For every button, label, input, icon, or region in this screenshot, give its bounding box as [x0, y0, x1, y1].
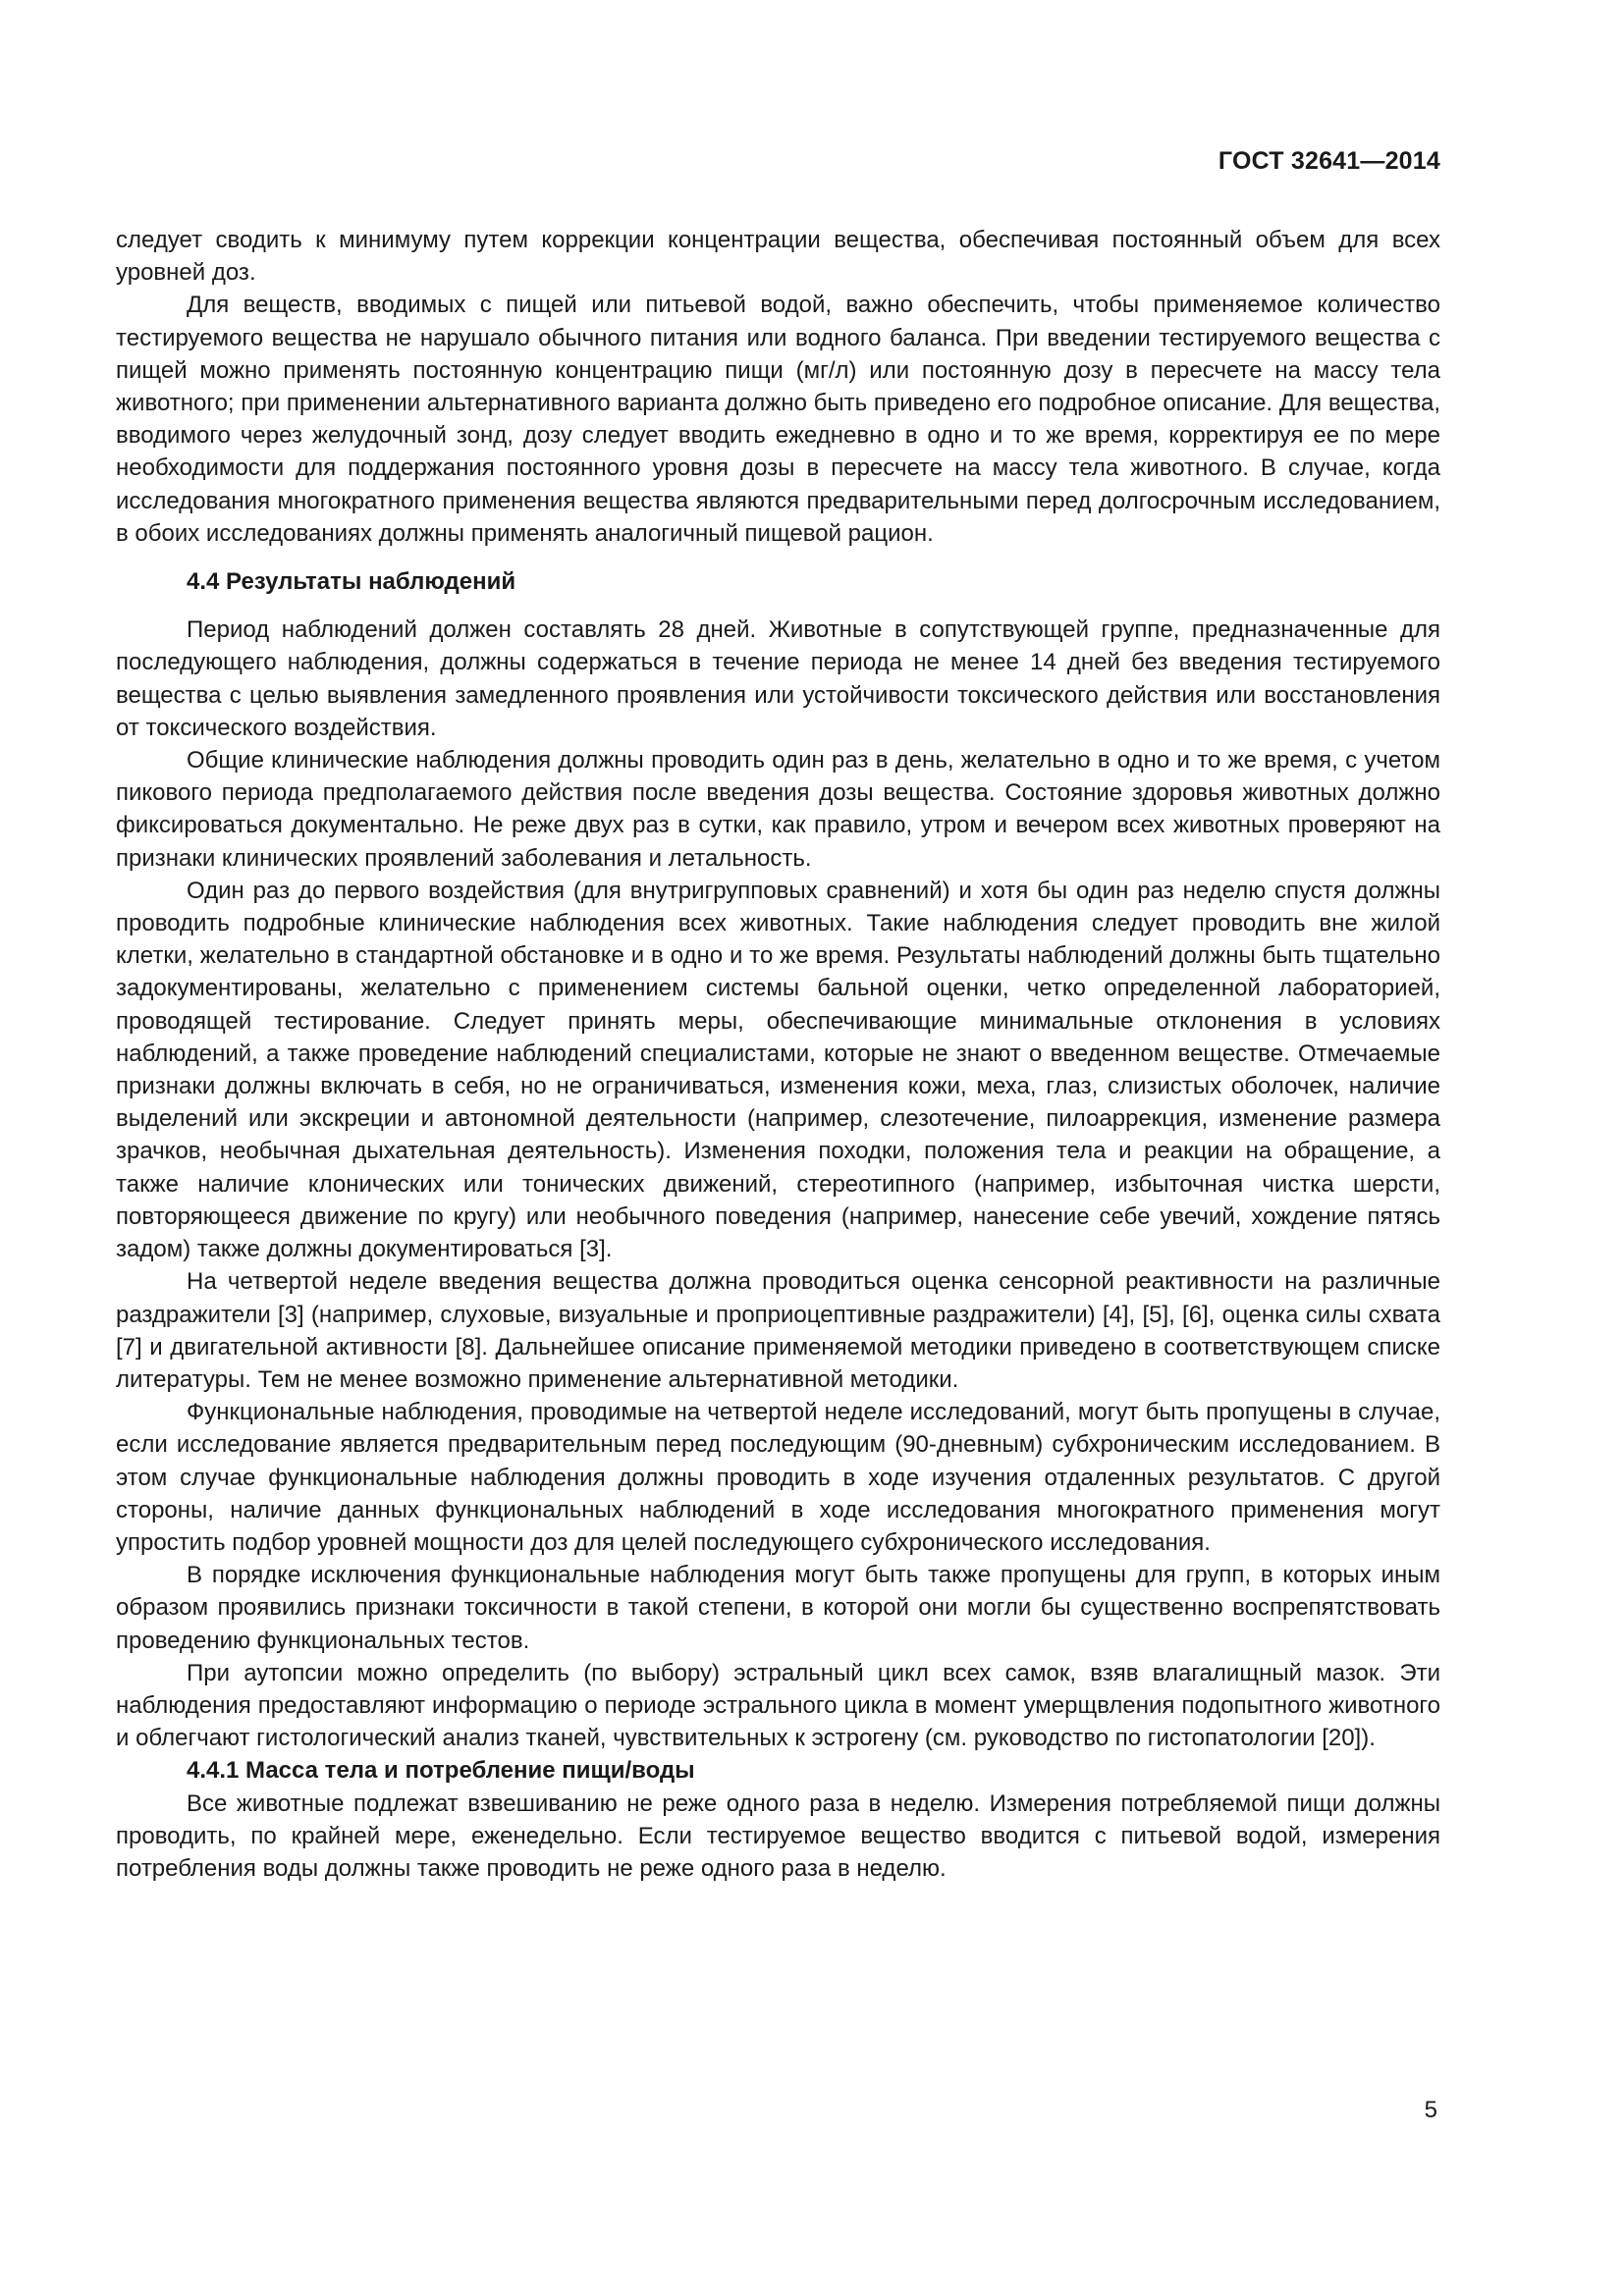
paragraph: Все животные подлежат взвешиванию не реже одного раза в неделю. Измерения потребляемой пищи должны проводить, по крайней мере, еженедельно. Если тестируемое вещество вводится с питьевой водой, измерения потребления воды должны также проводить не реже одного раза в неделю.: [116, 1789, 1440, 1882]
paragraph: В порядке исключения функциональные наблюдения могут быть также пропущены для групп, в которых иным образом проявились признаки токсичности в такой степени, в которой они могли бы существенно воспрепятствовать проведению функциональных тестов.: [116, 1562, 1440, 1654]
paragraph: На четвертой неделе введения вещества должна проводиться оценка сенсорной реактивности на различные раздражители [3] (например, слуховые, визуальные и проприоцептивные раздражители) [4], [5], [6], оценка силы схвата [7] и двигательной активности [8]. Дальнейшее описание применяемой методики приведено в соответствующем списке литературы. Тем не менее возможно применение альтернативной методики.: [116, 1268, 1440, 1393]
paragraph: Функциональные наблюдения, проводимые на четвертой неделе исследований, могут быть пропущены в случае, если исследование является предварительным перед последующим (90-дневным) субхроническим исследованием. В этом случае функциональные наблюдения должны проводить в ходе изучения отдаленных результатов. С другой стороны, наличие данных функциональных наблюдений в ходе исследования многократного применения могут упростить подбор уровней мощности доз для целей последующего субхронического исследования.: [116, 1399, 1440, 1556]
section-heading-4-4: 4.4 Результаты наблюдений: [187, 568, 516, 596]
paragraph: При аутопсии можно определить (по выбору) эстральный цикл всех самок, взяв влагалищный мазок. Эти наблюдения предоставляют информацию о периоде эстрального цикла в момент умерщвления подопытного животного и облегчают гистологический анализ тканей, чувствительных к эстрогену (см. руководство по гистопатологии [20]).: [116, 1659, 1440, 1752]
paragraph: Общие клинические наблюдения должны проводить один раз в день, желательно в одно и то же время, с учетом пикового периода предполагаемого действия после введения дозы вещества. Состояние здоровья животных должно фиксироваться документально. Не реже двух раз в сутки, как правило, утром и вечером всех животных проверяют на признаки клинических проявлений заболевания и летальность.: [116, 747, 1440, 872]
paragraph: Один раз до первого воздействия (для внутригрупповых сравнений) и хотя бы один раз неделю спустя должны проводить подробные клинические наблюдения всех животных. Такие наблюдения следует проводить вне жилой клетки, желательно в стандартной обстановке и в одно и то же время. Результаты наблюдений должны быть тщательно задокументированы, желательно с применением системы бальной оценки, четко определенной лабораторией, проводящей тестирование. Следует принять меры, обеспечивающие минимальные отклонения в условиях наблюдений, а также проведение наблюдений специалистами, которые не знают о введенном веществе. Отмечаемые признаки должны включать в себя, но не ограничиваться, изменения кожи, меха, глаз, слизистых оболочек, наличие выделений или экскреции и автономной деятельности (например, слезотечение, пилоаррекция, изменение размера зрачков, необычная дыхательная деятельность). Изменения походки, положения тела и реакции на обращение, а также наличие клонических или тонических движений, стереотипного (например, избыточная чистка шерсти, повторяющееся движение по кругу) или необычного поведения (например, нанесение себе увечий, хождение пятясь задом) также должны документироваться [3].: [116, 877, 1440, 1263]
paragraph-continuation: следует сводить к минимуму путем коррекции концентрации вещества, обеспечивая постоянный объем для всех уровней доз.: [116, 227, 1440, 287]
page-number: 5: [1424, 2097, 1437, 2123]
section-heading-4-4-1: 4.4.1 Масса тела и потребление пищи/воды: [187, 1757, 695, 1785]
document-body: [116, 224, 1440, 1885]
paragraph: Период наблюдений должен составлять 28 дней. Животные в сопутствующей группе, предназначенные для последующего наблюдения, должны содержаться в течение периода не менее 14 дней без введения тестируемого вещества с целью выявления замедленного проявления или устойчивости токсического действия или восстановления от токсического воздействия.: [116, 616, 1440, 741]
standard-code-header: ГОСТ 32641—2014: [1218, 147, 1440, 175]
paragraph: Для веществ, вводимых с пищей или питьевой водой, важно обеспечить, чтобы применяемое количество тестируемого вещества не нарушало обычного питания или водного баланса. При введении тестируемого вещества с пищей можно применять постоянную концентрацию пищи (мг/л) или постоянную дозу в пересчете на массу тела животного; при применении альтернативного варианта должно быть приведено его подробное описание. Для вещества, вводимого через желудочный зонд, дозу следует вводить ежедневно в одно и то же время, корректируя ее по мере необходимости для поддержания постоянного уровня дозы в пересчете на массу тела животного. В случае, когда исследования многократного применения вещества являются предварительными перед долгосрочным исследованием, в обоих исследованиях должны применять аналогичный пищевой рацион.: [116, 292, 1440, 547]
